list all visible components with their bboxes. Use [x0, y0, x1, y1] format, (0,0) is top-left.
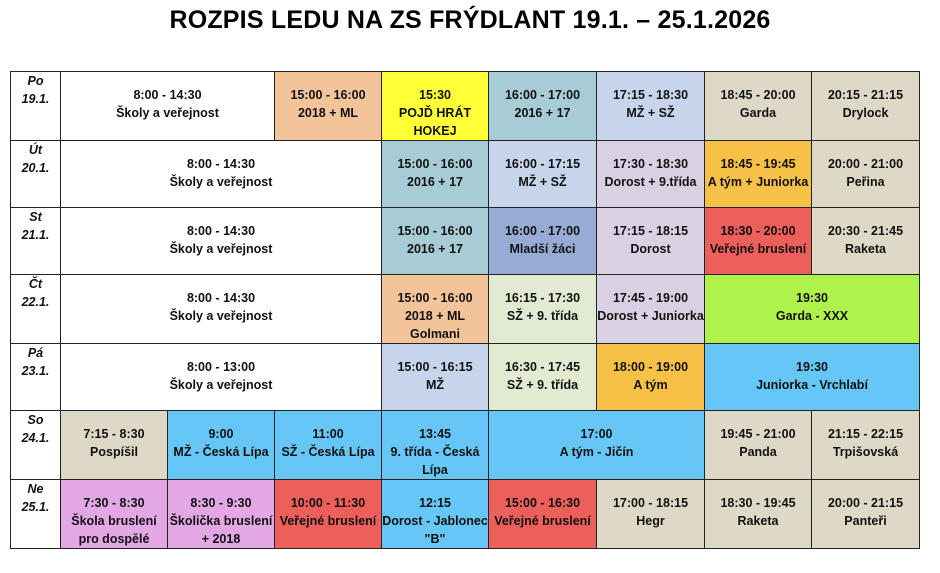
- slot-time: 19:30: [796, 360, 828, 374]
- day-date: 19.1.: [21, 92, 50, 106]
- schedule-slot: [489, 344, 597, 411]
- slot-time: 18:45 - 20:00: [720, 88, 796, 102]
- slot-time: 11:00: [312, 427, 344, 441]
- schedule-slot: [705, 411, 812, 480]
- slot-label: Trpišovská: [832, 445, 899, 459]
- slot-time: 16:30 - 17:45: [504, 360, 581, 374]
- slot-label: Juniorka - Vrchlabí: [756, 378, 868, 392]
- slot-time: 20:30 - 21:45: [827, 224, 904, 238]
- schedule-slot: [597, 141, 705, 208]
- schedule-slot: [61, 344, 382, 411]
- slot-label: Dorost: [630, 242, 671, 256]
- slot-label: A tým - Jičín: [559, 445, 634, 459]
- schedule-slot: [168, 480, 275, 549]
- schedule-slot: [812, 480, 920, 549]
- slot-time: 21:15 - 22:15: [827, 427, 904, 441]
- slot-time: 18:30 - 19:45: [720, 496, 796, 510]
- slot-label: Garda: [739, 106, 777, 120]
- slot-label: SŽ + 9. třída: [506, 309, 579, 323]
- day-date: 21.1.: [21, 228, 50, 242]
- slot-time: 15:00 - 16:30: [504, 496, 581, 510]
- slot-time: 17:45 - 19:00: [612, 291, 689, 305]
- schedule-slot: [489, 208, 597, 275]
- slot-time: 15:00 - 16:00: [397, 224, 473, 238]
- slot-label: Dorost - Jablonec "B": [382, 514, 488, 546]
- slot-time: 18:00 - 19:00: [612, 360, 689, 374]
- slot-label: Panteři: [844, 514, 887, 528]
- schedule-slot: [382, 208, 489, 275]
- schedule-slot: [812, 141, 920, 208]
- schedule-slot: [705, 344, 920, 411]
- schedule-slot: [61, 72, 275, 141]
- schedule-slot: [382, 480, 489, 549]
- slot-time: 17:15 - 18:15: [612, 224, 689, 238]
- day-name: Pá: [27, 346, 44, 360]
- slot-label: Panda: [739, 445, 777, 459]
- schedule-slot: [275, 72, 382, 141]
- day-date: 24.1.: [21, 431, 50, 445]
- slot-time: 15:00 - 16:00: [290, 88, 366, 102]
- slot-time: 15:00 - 16:00: [397, 157, 473, 171]
- slot-label: Dorost + Juniorka: [597, 309, 704, 323]
- schedule-slot: [61, 141, 382, 208]
- slot-time: 12:15: [419, 496, 451, 510]
- slot-time: 8:00 - 13:00: [186, 360, 256, 374]
- slot-label: POJĎ HRÁT HOKEJ: [398, 106, 472, 138]
- schedule-slot: [61, 275, 382, 344]
- schedule-row: [11, 344, 920, 411]
- slot-time: 8:00 - 14:30: [186, 291, 256, 305]
- slot-time: 9:00: [208, 427, 234, 441]
- slot-label: Školy a veřejnost: [169, 242, 273, 256]
- schedule-slot: [275, 411, 382, 480]
- day-name: Út: [28, 143, 43, 157]
- schedule-slot: [489, 275, 597, 344]
- schedule-slot: [812, 411, 920, 480]
- slot-time: 15:00 - 16:15: [397, 360, 473, 374]
- schedule-slot: [489, 72, 597, 141]
- slot-label: MŽ + SŽ: [518, 175, 567, 189]
- schedule-slot: [812, 72, 920, 141]
- schedule-slot: [489, 141, 597, 208]
- slot-label: Školy a veřejnost: [169, 309, 273, 323]
- slot-label: Hegr: [636, 514, 665, 528]
- slot-label: MŽ - Česká Lípa: [173, 445, 269, 459]
- schedule-slot: [275, 480, 382, 549]
- day-date: 22.1.: [21, 295, 50, 309]
- slot-time: 20:00 - 21:00: [827, 157, 904, 171]
- slot-time: 16:00 - 17:15: [504, 157, 581, 171]
- day-date: 25.1.: [21, 500, 50, 514]
- slot-time: 15:00 - 16:00: [397, 291, 473, 305]
- slot-time: 8:00 - 14:30: [186, 224, 256, 238]
- schedule-slot: [61, 208, 382, 275]
- schedule-slot: [382, 141, 489, 208]
- schedule-slot: [382, 72, 489, 141]
- schedule-slot: [705, 208, 812, 275]
- slot-label: Školy a veřejnost: [116, 106, 219, 120]
- slot-time: 20:00 - 21:15: [827, 496, 904, 510]
- schedule-slot: [382, 411, 489, 480]
- slot-label: Dorost + 9.třída: [604, 175, 697, 189]
- day-label: [11, 411, 61, 480]
- day-label: [11, 344, 61, 411]
- day-label: [11, 275, 61, 344]
- slot-time: 17:00 - 18:15: [612, 496, 689, 510]
- slot-label: Raketa: [845, 242, 886, 256]
- schedule-slot: [597, 480, 705, 549]
- slot-time: 19:45 - 21:00: [720, 427, 796, 441]
- slot-label: Raketa: [737, 514, 779, 528]
- slot-label: Školička bruslení + 2018: [169, 514, 273, 546]
- slot-time: 10:00 - 11:30: [290, 496, 366, 510]
- schedule-slot: [489, 480, 597, 549]
- day-name: Po: [27, 74, 44, 88]
- schedule-slot: [382, 344, 489, 411]
- schedule-row: [11, 72, 920, 141]
- slot-label: A tým: [633, 378, 668, 392]
- slot-time: 13:45: [419, 427, 451, 441]
- slot-time: 15:30: [419, 88, 451, 102]
- slot-label: Drylock: [842, 106, 889, 120]
- slot-time: 16:15 - 17:30: [504, 291, 581, 305]
- day-date: 23.1.: [21, 364, 50, 378]
- slot-label: 2016 + 17: [407, 175, 463, 189]
- schedule-row: [11, 141, 920, 208]
- slot-time: 16:00 - 17:00: [504, 88, 581, 102]
- schedule-slot: [597, 344, 705, 411]
- slot-label: 2016 + 17: [514, 106, 571, 120]
- schedule-slot: [597, 275, 705, 344]
- slot-label: 2018 + ML: [297, 106, 359, 120]
- slot-time: 18:45 - 19:45: [720, 157, 796, 171]
- schedule-slot: [61, 480, 168, 549]
- schedule-slot: [812, 208, 920, 275]
- slot-label: Pospíšil: [90, 445, 138, 459]
- schedule-slot: [705, 72, 812, 141]
- slot-label: Peřina: [846, 175, 885, 189]
- schedule-row: [11, 208, 920, 275]
- schedule-table: [10, 71, 920, 549]
- slot-time: 8:00 - 14:30: [133, 88, 202, 102]
- schedule-row: [11, 480, 920, 549]
- slot-label: Veřejné bruslení: [709, 242, 807, 256]
- schedule-row: [11, 275, 920, 344]
- slot-label: Veřejné bruslení: [279, 514, 377, 528]
- schedule-slot: [168, 411, 275, 480]
- slot-label: 2016 + 17: [407, 242, 463, 256]
- day-name: St: [29, 210, 42, 224]
- slot-label: 2018 + ML Golmani: [404, 309, 466, 341]
- day-label: [11, 72, 61, 141]
- page-title: ROZPIS LEDU NA ZS FRÝDLANT 19.1. – 25.1.2026: [169, 6, 771, 34]
- day-date: 20.1.: [21, 161, 50, 175]
- day-label: [11, 208, 61, 275]
- slot-time: 16:00 - 17:00: [504, 224, 581, 238]
- slot-label: 9. třída - Česká Lípa: [390, 445, 480, 477]
- schedule-slot: [705, 275, 920, 344]
- day-name: Čt: [28, 277, 43, 291]
- slot-label: MŽ + SŽ: [626, 106, 675, 120]
- slot-time: 19:30: [796, 291, 828, 305]
- schedule-slot: [597, 208, 705, 275]
- slot-label: Škola bruslení pro dospělé: [71, 514, 157, 546]
- schedule-slot: [705, 480, 812, 549]
- schedule-slot: [705, 141, 812, 208]
- slot-time: 17:00: [580, 427, 613, 441]
- slot-time: 7:30 - 8:30: [83, 496, 145, 510]
- slot-label: SŽ - Česká Lípa: [281, 445, 375, 459]
- schedule-slot: [61, 411, 168, 480]
- schedule-row: [11, 411, 920, 480]
- schedule-slot: [489, 411, 705, 480]
- slot-label: Školy a veřejnost: [169, 378, 273, 392]
- slot-label: Školy a veřejnost: [169, 175, 273, 189]
- slot-label: MŽ: [425, 378, 445, 392]
- day-name: So: [27, 413, 44, 427]
- slot-time: 8:00 - 14:30: [186, 157, 256, 171]
- slot-time: 7:15 - 8:30: [83, 427, 145, 441]
- slot-label: Veřejné bruslení: [494, 514, 591, 528]
- slot-label: A tým + Juniorka: [707, 175, 809, 189]
- slot-label: Garda - XXX: [775, 309, 849, 323]
- day-label: [11, 141, 61, 208]
- schedule-slot: [597, 72, 705, 141]
- slot-label: SŽ + 9. třída: [506, 378, 579, 392]
- slot-time: 17:30 - 18:30: [612, 157, 689, 171]
- slot-time: 8:30 - 9:30: [190, 496, 252, 510]
- day-name: Ne: [27, 482, 44, 496]
- slot-time: 17:15 - 18:30: [612, 88, 689, 102]
- slot-label: Mladší žáci: [509, 242, 576, 256]
- schedule-slot: [382, 275, 489, 344]
- day-label: [11, 480, 61, 549]
- slot-time: 20:15 - 21:15: [827, 88, 904, 102]
- slot-time: 18:30 - 20:00: [720, 224, 796, 238]
